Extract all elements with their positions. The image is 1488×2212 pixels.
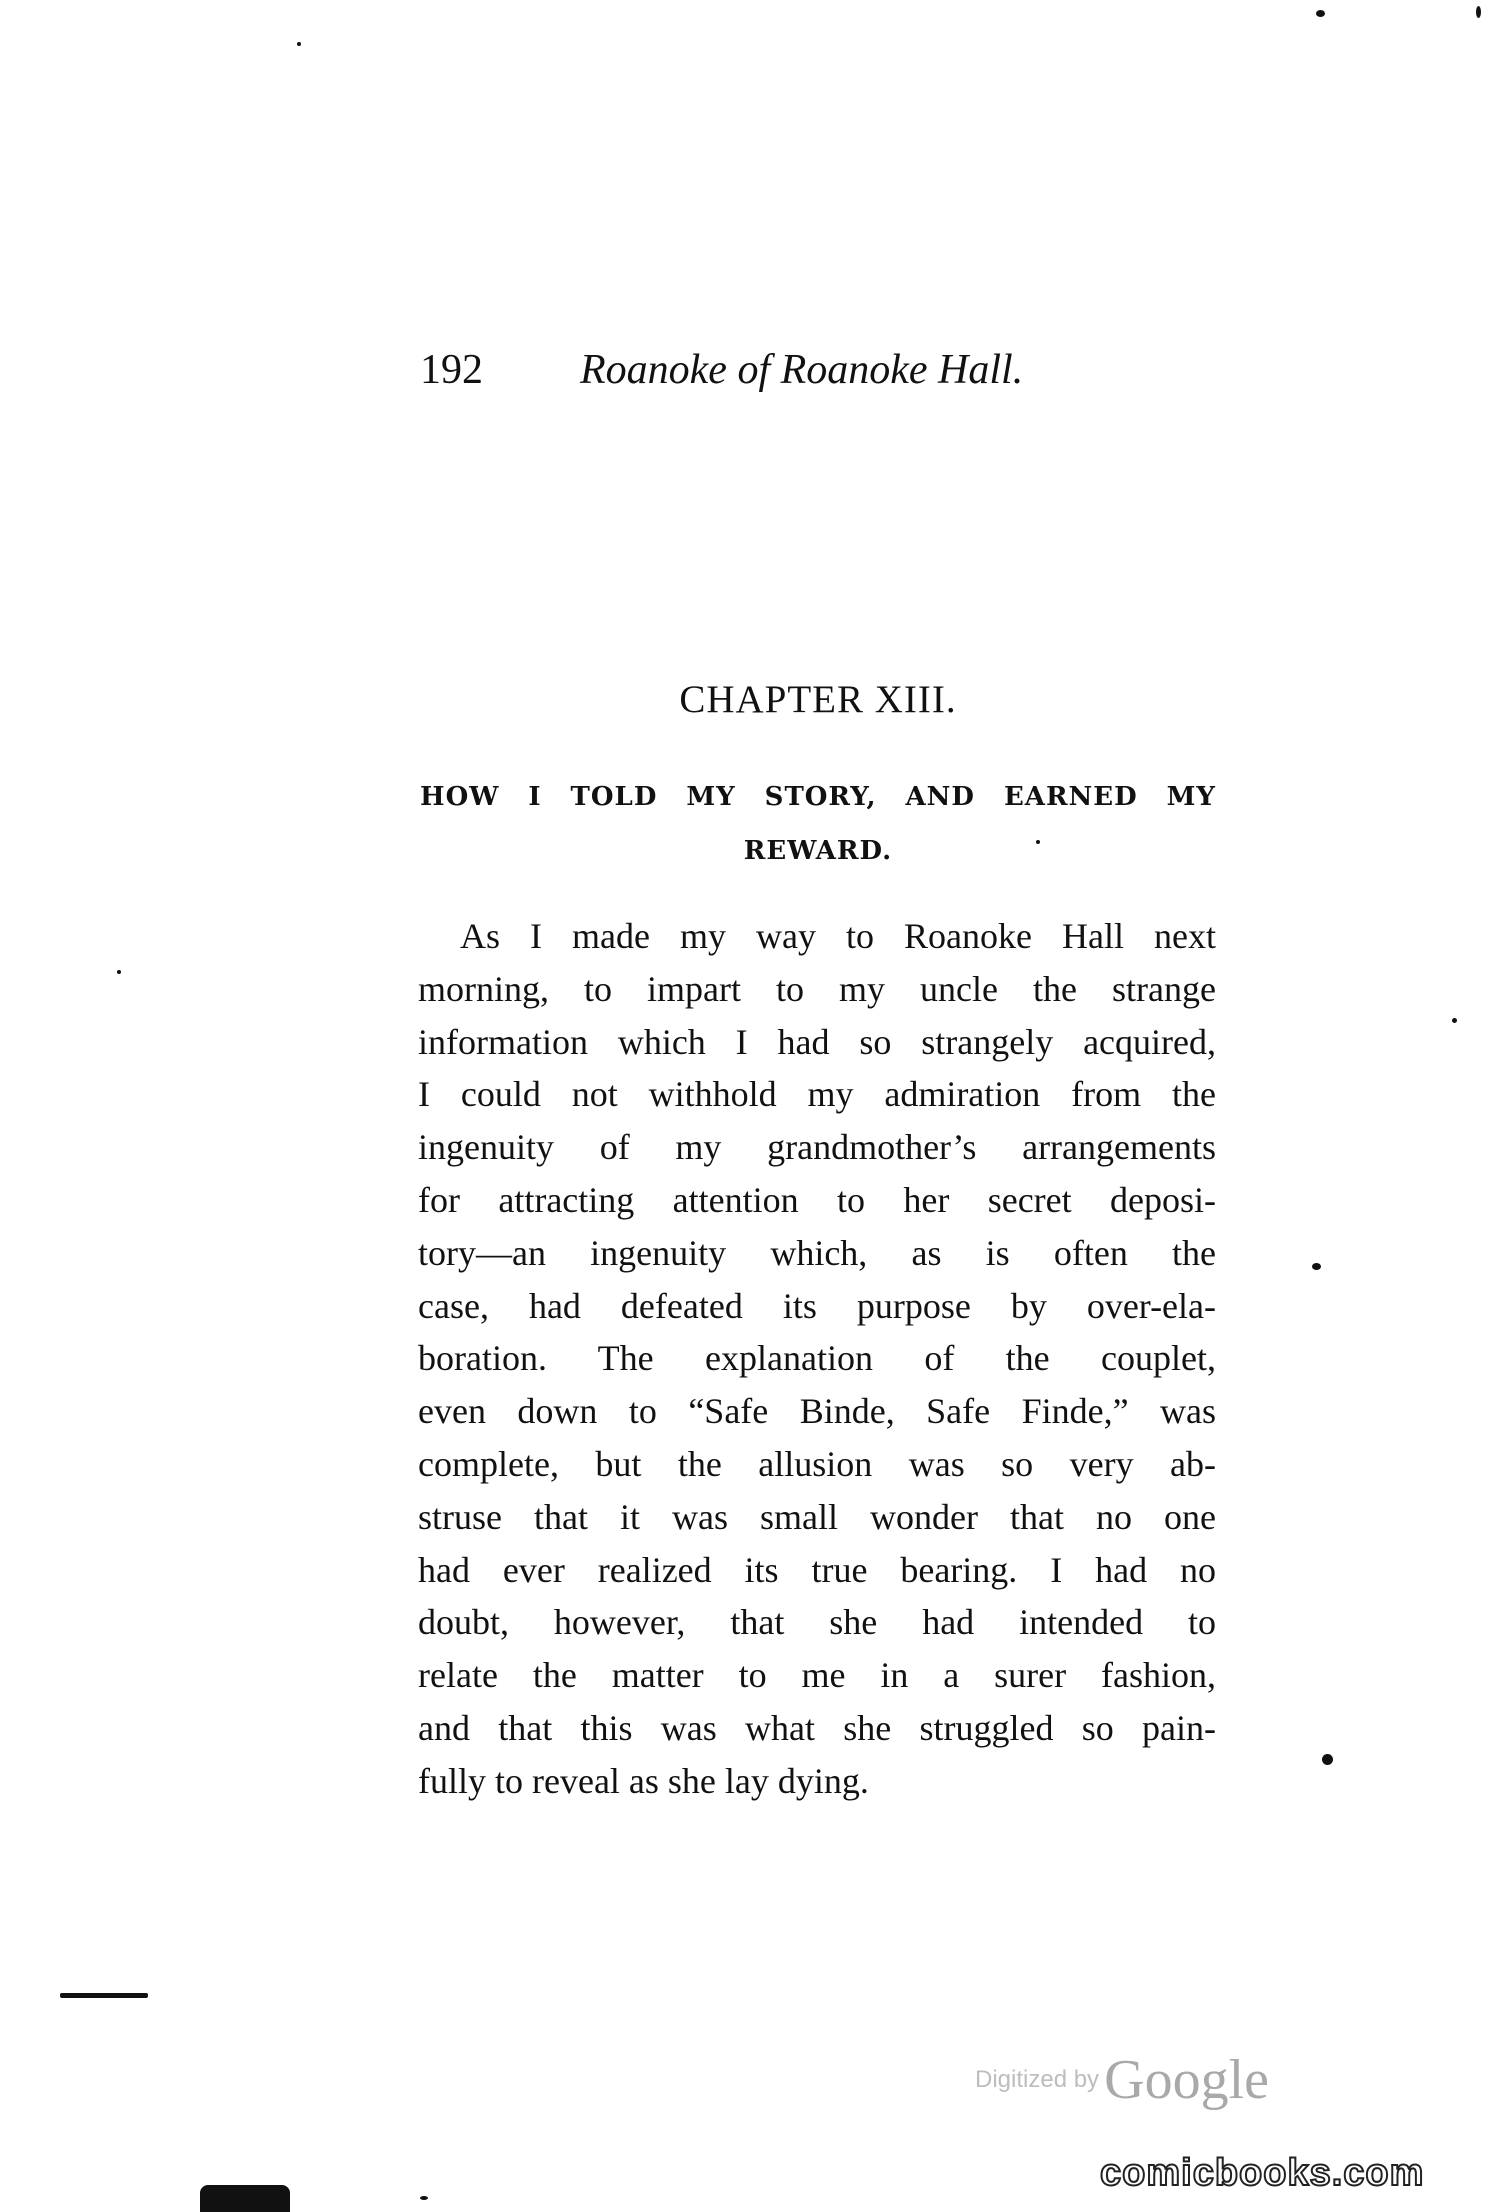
scan-speck (420, 2196, 428, 2200)
text-line: ingenuity of my grandmother’s arrangements (418, 1127, 1216, 1168)
text-line: complete, but the allusion was so very ab- (418, 1443, 1216, 1484)
scan-speck (1322, 1754, 1333, 1765)
text-line: case, had defeated its purpose by over-ela- (418, 1285, 1216, 1326)
text-line: tory—an ingenuity which, as is often the (418, 1232, 1216, 1273)
running-header (420, 340, 1120, 400)
scan-speck (200, 2185, 290, 2212)
scan-speck (117, 970, 121, 974)
scan-speck (60, 1993, 148, 1998)
text-line: struse that it was small wonder that no one (418, 1496, 1216, 1537)
running-title: Roanoke of Roanoke Hall. (580, 347, 1024, 393)
google-watermark (975, 2048, 1269, 2118)
scan-speck (1312, 1263, 1321, 1270)
text-line: for attracting attention to her secret deposi- (418, 1179, 1216, 1220)
text-line: had ever realized its true bearing. I had no (418, 1549, 1216, 1590)
digitized-by-label: Digitized by (975, 2066, 1100, 2093)
scan-speck (1452, 1018, 1457, 1023)
text-line: doubt, however, that she had intended to (418, 1602, 1216, 1643)
text-line: morning, to impart to my uncle the strange (418, 968, 1216, 1009)
page-number: 192 (420, 347, 483, 393)
body-paragraph (418, 910, 1216, 1808)
text-line: even down to “Safe Binde, Safe Finde,” was (418, 1391, 1216, 1432)
chapter-subtitle-line: HOW I TOLD MY STORY, AND EARNED MY (420, 782, 1216, 812)
scan-speck (1476, 6, 1481, 18)
chapter-heading: CHAPTER XIII. (679, 678, 957, 721)
text-line: and that this was what she struggled so pain- (418, 1707, 1216, 1748)
text-line: boration. The explanation of the couplet, (418, 1338, 1216, 1379)
text-line: I could not withhold my admiration from the (418, 1074, 1216, 1115)
text-line: information which I had so strangely acquired, (418, 1021, 1216, 1062)
text-line: As I made my way to Roanoke Hall next (460, 916, 1216, 956)
chapter-subtitle (420, 770, 1216, 878)
chapter-subtitle-line: REWARD. (743, 836, 893, 866)
site-watermark: comicbooks.com (1100, 2152, 1425, 2194)
scan-speck (1316, 10, 1325, 17)
text-line: relate the matter to me in a surer fashion, (418, 1655, 1216, 1696)
google-logo: Google (1104, 2049, 1270, 2111)
scan-speck (297, 42, 301, 46)
text-line: fully to reveal as she lay dying. (418, 1760, 869, 1801)
